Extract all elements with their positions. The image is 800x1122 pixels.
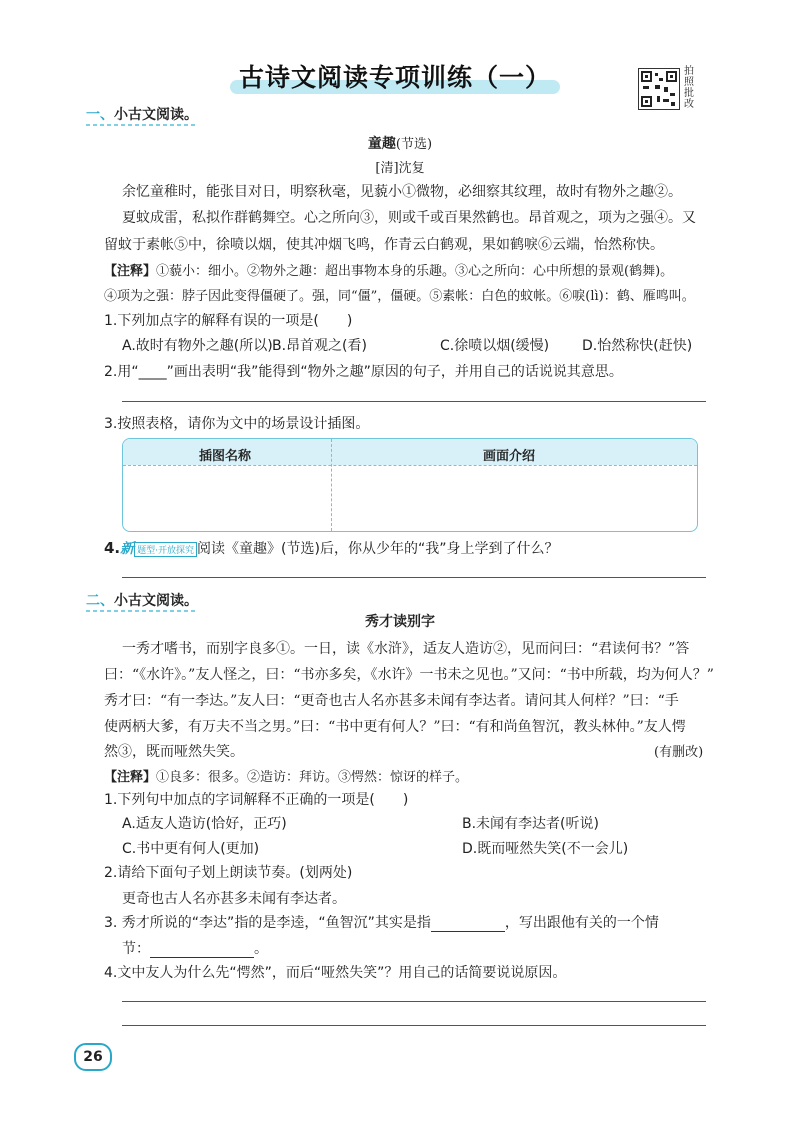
story-2-line-1: 一秀才嗜书，而别字良多①。一日，读《水浒》，适友人造访②，见而问曰：“君读何书？”答 — [122, 641, 690, 657]
s2-q3-blank-2[interactable] — [150, 941, 254, 958]
story-2-line-4: 使两柄大爹，有万夫不当之男。”曰：“书中更有何人？”曰：“有和尚鱼智沉，教头林仲。”友人愕 — [104, 719, 686, 735]
story-1-notes-1: 【注释】①藐小：细小。②物外之趣：超出事物本身的乐趣。③心之所向：心中所想的景观(鹤舞)。 — [104, 264, 674, 279]
table-divider — [331, 439, 332, 531]
s2-q1-option-a[interactable]: A.适友人造访(恰好，正巧) — [122, 816, 287, 832]
story-1-author: [清]沈复 — [375, 161, 425, 176]
story-1-para-2b: 留蚊于素帐⑤中，徐喷以烟，使其冲烟飞鸣，作青云白鹤观，果如鹤唳⑥云端，怡然称快。 — [104, 237, 664, 253]
s2-q3-blank-1[interactable] — [431, 915, 505, 932]
s2-question-3: 3. 秀才所说的“李达”指的是李逵，“鱼智沉”其实是指 ，写出跟他有关的一个情 — [104, 915, 659, 931]
s1-q1-option-b[interactable]: B.昂首观之(看) — [272, 338, 367, 354]
open-question-badge: 题型·开放探究 — [134, 542, 197, 557]
s2-q1-option-c[interactable]: C.书中更有何人(更加) — [122, 841, 260, 857]
s1-q4-answer-line[interactable] — [122, 577, 706, 578]
section-1-underline — [86, 124, 196, 126]
s1-q1-option-a[interactable]: A.故时有物外之趣(所以) — [122, 338, 273, 354]
qr-caption: 拍照批改 — [684, 66, 694, 110]
s1-q1-option-c[interactable]: C.徐喷以烟(缓慢) — [440, 338, 550, 354]
s2-q1-option-b[interactable]: B.未闻有李达者(听说) — [462, 816, 599, 832]
s2-q2-sentence[interactable]: 更奇也古人名亦甚多未闻有李达者。 — [122, 891, 346, 907]
title-banner — [230, 58, 560, 98]
s2-question-1: 1.下列句中加点的字词解释不正确的一项是( ) — [104, 792, 409, 808]
s1-q2-answer-line[interactable] — [122, 401, 706, 402]
s2-q4-answer-line-1[interactable] — [122, 1001, 706, 1002]
qr-code-icon — [638, 68, 680, 110]
s1-question-1: 1.下列加点字的解释有误的一项是( ) — [104, 313, 353, 329]
section-1-heading: 一、小古文阅读。 — [86, 107, 198, 123]
s2-q4-answer-line-2[interactable] — [122, 1025, 706, 1026]
story-2-notes: 【注释】①良多：很多。②造访：拜访。③愕然：惊讶的样子。 — [104, 770, 469, 785]
s2-q1-option-d[interactable]: D.既而哑然失笑(不一会儿) — [462, 841, 629, 857]
illustration-table — [122, 438, 698, 532]
s2-question-4: 4.文中友人为什么先“愕然”，而后“哑然失笑”？用自己的话简要说说原因。 — [104, 965, 567, 981]
table-header-desc: 画面介绍 — [483, 449, 536, 464]
page-title: 古诗文阅读专项训练（一） — [238, 63, 551, 92]
table-answer-row[interactable] — [123, 465, 697, 466]
story-2-line-3: 秀才曰：“有一李达。”友人曰：“更奇也古人名亦甚多未闻有李达者。请问其人何样？”曰：“手 — [104, 693, 679, 709]
s1-q1-option-d[interactable]: D.怡然称快(赶快) — [582, 338, 693, 354]
story-1-title: 童趣(节选) — [367, 136, 433, 152]
table-header-name: 插图名称 — [199, 449, 252, 464]
section-2-heading: 二、小古文阅读。 — [86, 593, 198, 609]
s2-question-2: 2.请给下面句子划上朗读节奏。(划两处) — [104, 865, 353, 881]
section-2-underline — [86, 610, 196, 612]
story-2-source: (有删改) — [654, 745, 704, 760]
s1-question-3: 3.按照表格，请你为文中的场景设计插图。 — [104, 416, 370, 432]
story-2-title: 秀才读别字 — [365, 614, 435, 630]
s1-question-2: 2.用“____”画出表明“我”能得到“物外之趣”原因的句子，并用自己的话说说其意思。 — [104, 364, 623, 380]
story-1-para-1: 余忆童稚时，能张目对日，明察秋毫，见藐小①微物，必细察其纹理，故时有物外之趣②。 — [122, 184, 682, 200]
story-2-line-5: 然③，既而哑然失笑。 — [104, 744, 244, 760]
story-1-notes-2: ④项为之强：脖子因此变得僵硬了。强，同“僵”，僵硬。⑤素帐：白色的蚊帐。⑥唳(lì)：鹤、雁鸣叫。 — [104, 289, 695, 304]
page-number: 26 — [74, 1043, 112, 1071]
s2-question-3-cont: 节： 。 — [122, 941, 268, 957]
s1-question-4: 4.新 题型·开放探究 阅读《童趣》(节选)后，你从少年的“我”身上学到了什么？ — [104, 539, 559, 557]
story-2-line-2: 曰：“《水许》。”友人怪之，曰：“书亦多矣，《水许》一书未之见也。”又问：“书中所载，均为何人？” — [104, 667, 714, 683]
story-1-para-2a: 夏蚊成雷，私拟作群鹤舞空。心之所向③，则或千或百果然鹤也。昂首观之，项为之强④。又 — [122, 210, 696, 226]
